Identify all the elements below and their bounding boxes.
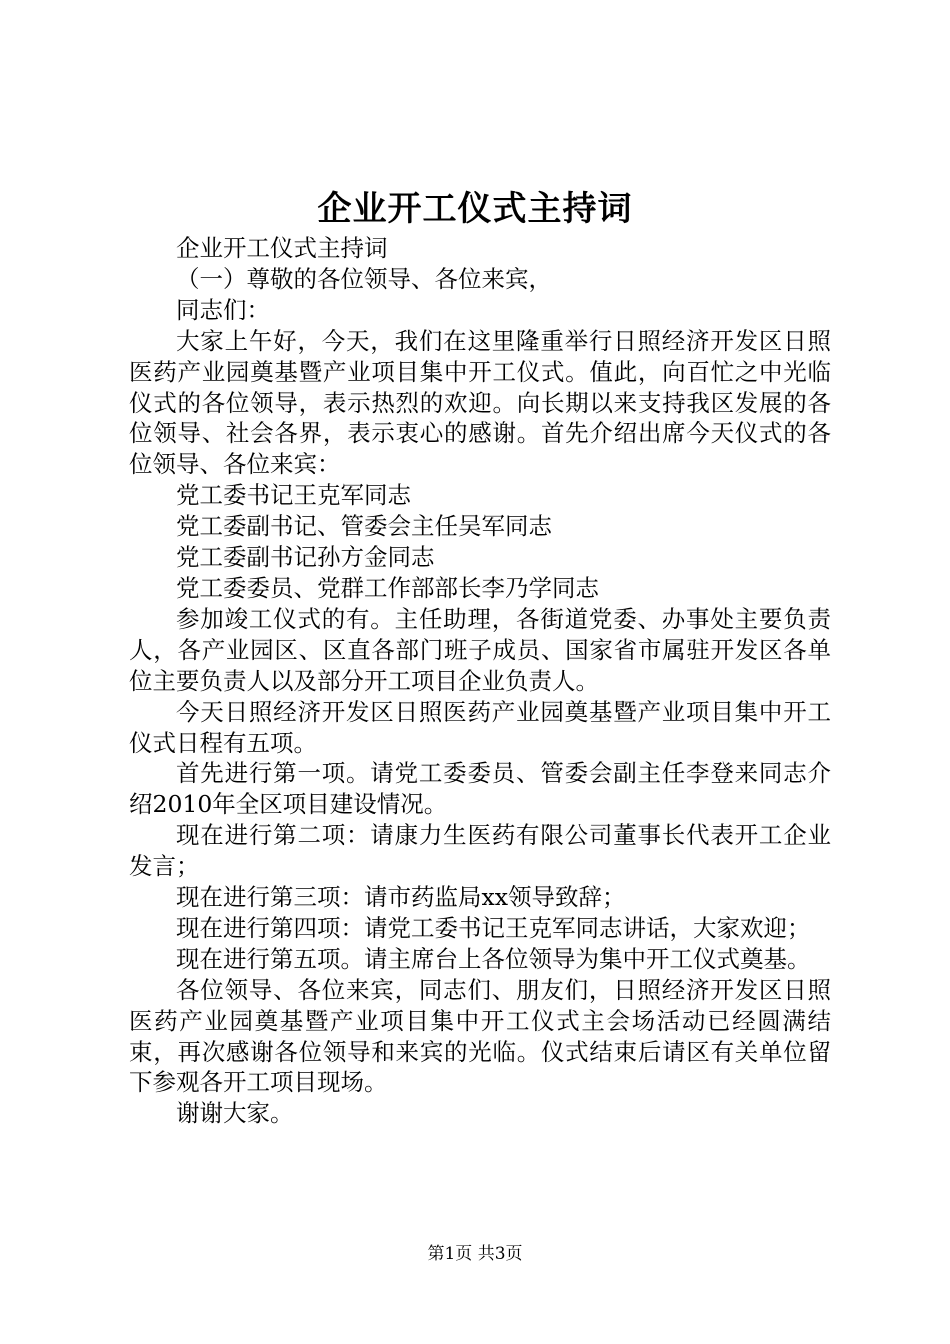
document-title: 企业开工仪式主持词 — [317, 189, 633, 229]
paragraph: 现在进行第五项。请主席台上各位领导为集中开工仪式奠基。 — [176, 944, 811, 973]
paragraph: （一）尊敬的各位领导、各位来宾， — [176, 264, 552, 293]
paragraph: 现在进行第四项：请党工委书记王克军同志讲话，大家欢迎； — [176, 913, 811, 942]
paragraph: 企业开工仪式主持词 — [176, 234, 388, 262]
page-footer: 第1页 共3页 — [427, 1244, 523, 1264]
paragraph: 党工委副书记孙方金同志 — [176, 543, 435, 572]
paragraph: 大家上午好，今天，我们在这里隆重举行日照经济开发区日照医药产业园奠基暨产业项目集中开工仪式。值此，向百忙之中光临仪式的各位领导，表示热烈的欢迎。向长期以来支持我区发展的各位领导、社会各界，表示衷心的感谢。首先介绍出席今天仪式的各位领导、各位来宾： — [129, 326, 831, 479]
paragraph: 现在进行第二项：请康力生医药有限公司董事长代表开工企业发言； — [129, 821, 831, 881]
paragraph: 谢谢大家。 — [176, 1099, 294, 1128]
paragraph: 同志们： — [176, 295, 270, 324]
paragraph: 党工委书记王克军同志 — [176, 481, 411, 510]
paragraph: 现在进行第三项：请市药监局xx领导致辞； — [176, 883, 626, 912]
document-body — [129, 233, 831, 1129]
paragraph: 今天日照经济开发区日照医药产业园奠基暨产业项目集中开工仪式日程有五项。 — [129, 697, 831, 757]
paragraph: 党工委副书记、管委会主任吴军同志 — [176, 512, 552, 541]
paragraph: 各位领导、各位来宾，同志们、朋友们，日照经济开发区日照医药产业园奠基暨产业项目集中开工仪式主会场活动已经圆满结束，再次感谢各位领导和来宾的光临。仪式结束后请区有关单位留下参观各开工项目现场。 — [129, 975, 831, 1097]
paragraph: 参加竣工仪式的有。主任助理，各街道党委、办事处主要负责人，各产业园区、区直各部门班子成员、国家省市属驻开发区各单位主要负责人以及部分开工项目企业负责人。 — [129, 604, 831, 695]
paragraph: 党工委委员、党群工作部部长李乃学同志 — [176, 573, 599, 602]
paragraph: 首先进行第一项。请党工委委员、管委会副主任李登来同志介绍2010年全区项目建设情况。 — [129, 759, 831, 819]
